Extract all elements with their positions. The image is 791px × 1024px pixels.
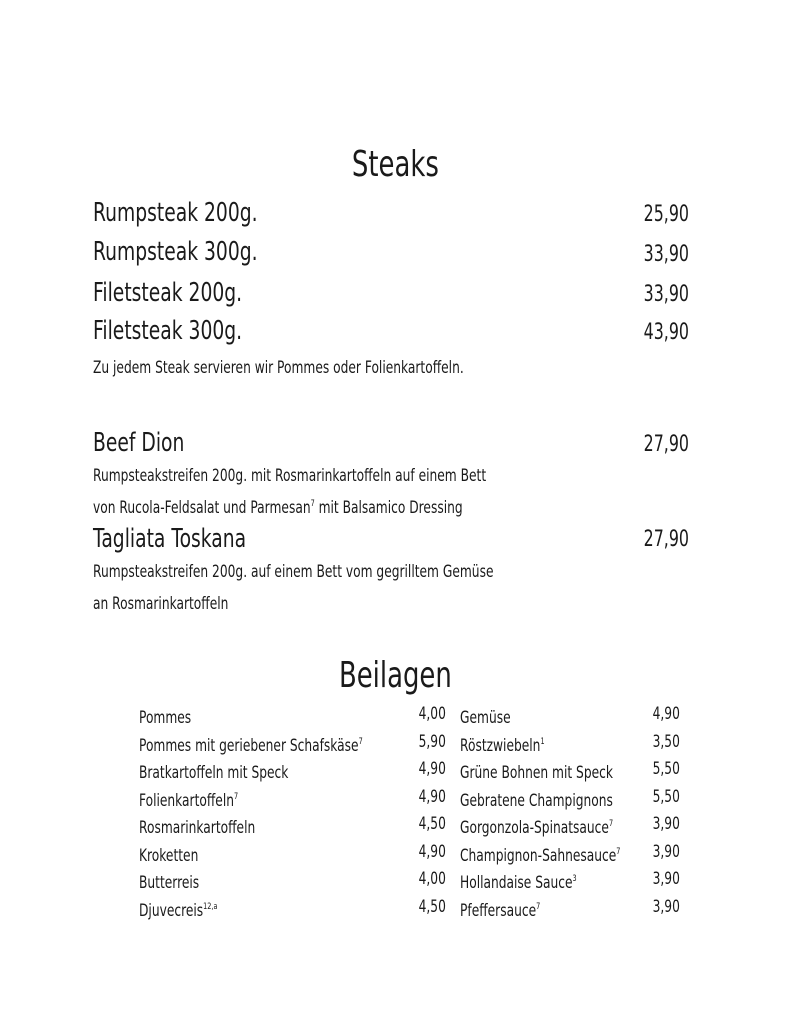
side-price: 4,90 — [418, 759, 446, 779]
side-price: 5,50 — [652, 759, 680, 779]
side-price: 3,90 — [652, 897, 680, 917]
side-item: Grüne Bohnen mit Speck — [460, 763, 613, 783]
item-price: 25,90 — [643, 202, 689, 227]
side-item: Djuvecreis$^{12,a}$ — [139, 901, 218, 921]
side-price: 3,90 — [652, 842, 680, 862]
item-price: 27,90 — [643, 527, 689, 552]
side-item: Gebratene Champignons — [460, 791, 613, 811]
side-price: 3,50 — [652, 732, 680, 752]
item-description: von Rucola-Feldsalat und Parmesan$^7$ mit Balsamico Dressing — [93, 498, 463, 518]
side-item: Rosmarinkartoffeln — [139, 818, 256, 838]
item-name: Rumpsteak 300g. — [93, 237, 258, 267]
side-price: 4,90 — [418, 842, 446, 862]
item-price: 33,90 — [643, 242, 689, 267]
item-name: Tagliata Toskana — [93, 524, 247, 554]
side-item: Hollandaise Sauce$^3$ — [460, 873, 577, 893]
item-description: Rumpsteakstreifen 200g. auf einem Bett vom gegrilltem Gemüse — [93, 562, 494, 582]
beilagen-heading: Beilagen — [339, 655, 452, 696]
side-item: Gemüse — [460, 708, 511, 728]
item-name: Beef Dion — [93, 428, 185, 458]
side-price: 4,90 — [652, 704, 680, 724]
side-price: 3,90 — [652, 869, 680, 889]
side-price: 4,00 — [418, 704, 446, 724]
steaks-heading: Steaks — [352, 144, 439, 185]
item-name: Filetsteak 200g. — [93, 278, 243, 308]
side-item: Butterreis — [139, 873, 200, 893]
side-item: Gorgonzola-Spinatsauce$^7$ — [460, 818, 614, 838]
side-price: 5,50 — [652, 787, 680, 807]
item-name: Filetsteak 300g. — [93, 316, 243, 346]
side-price: 5,90 — [418, 732, 446, 752]
side-item: Pfeffersauce$^7$ — [460, 901, 541, 921]
side-item: Pommes — [139, 708, 192, 728]
item-name: Rumpsteak 200g. — [93, 198, 258, 228]
side-item: Pommes mit geriebener Schafskäse$^7$ — [139, 736, 363, 756]
steak-note: Zu jedem Steak servieren wir Pommes oder Folienkartoffeln. — [93, 358, 464, 378]
side-price: 3,90 — [652, 814, 680, 834]
side-item: Bratkartoffeln mit Speck — [139, 763, 289, 783]
side-price: 4,90 — [418, 787, 446, 807]
item-description: Rumpsteakstreifen 200g. mit Rosmarinkartoffeln auf einem Bett — [93, 466, 487, 486]
side-price: 4,50 — [418, 897, 446, 917]
side-item: Röstzwiebeln$^1$ — [460, 736, 545, 756]
item-price: 43,90 — [643, 320, 689, 345]
item-price: 33,90 — [643, 282, 689, 307]
item-price: 27,90 — [643, 432, 689, 457]
item-description: an Rosmarinkartoffeln — [93, 594, 229, 614]
side-item: Champignon-Sahnesauce$^7$ — [460, 846, 621, 866]
side-price: 4,50 — [418, 814, 446, 834]
side-price: 4,00 — [418, 869, 446, 889]
side-item: Folienkartoffeln$^7$ — [139, 791, 239, 811]
side-item: Kroketten — [139, 846, 199, 866]
